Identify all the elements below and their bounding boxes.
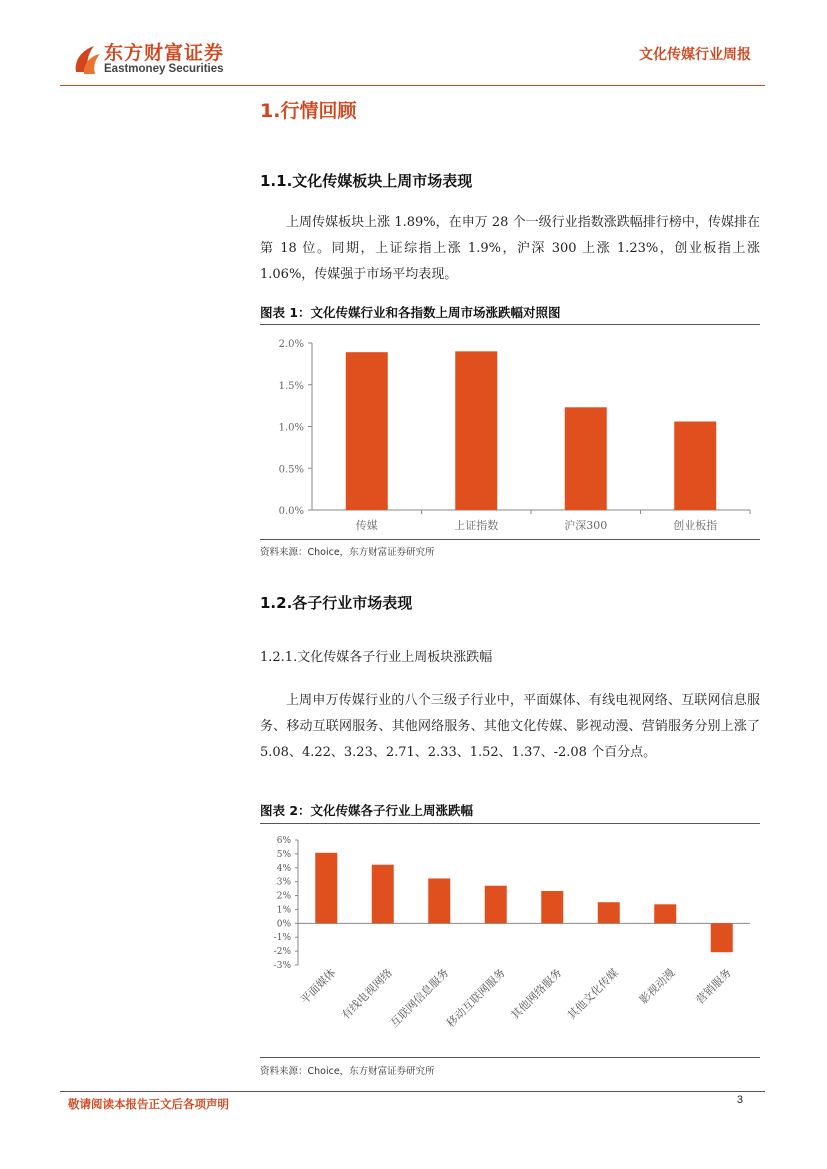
figure-1-top-rule — [260, 324, 760, 325]
bar — [654, 904, 676, 923]
x-tick-label: 上证指数 — [454, 519, 499, 532]
paragraph-sub-industries: 上周申万传媒行业的八个三级子行业中，平面媒体、有线电视网络、互联网信息服务、移动互联网服务、其他网络服务、其他文化传媒、影视动漫、营销服务分别上涨了 5.08、4.22、3.23、2.71、2.33、1.52、1.37、-2.08 个百分点。 — [260, 693, 760, 760]
subsection-title-1-2-1: 1.2.1.文化传媒各子行业上周板块涨跌幅 — [260, 650, 493, 665]
footer-disclaimer-note: 敬请阅读本报告正文后各项声明 — [68, 1097, 229, 1111]
figure-1-bottom-rule — [260, 539, 760, 540]
x-tick-label: 其他文化传媒 — [565, 966, 621, 1023]
subsection-title-1-1: 1.1.文化传媒板块上周市场表现 — [260, 172, 473, 190]
y-tick-label: 3% — [276, 877, 291, 888]
section-title: 1.行情回顾 — [260, 100, 357, 122]
bar — [372, 865, 394, 924]
bar — [428, 878, 450, 923]
x-tick-label: 移动互联网服务 — [444, 966, 508, 1030]
figure-2-bottom-rule — [260, 1057, 760, 1058]
figure-2-source: 资料来源：Choice，东方财富证券研究所 — [260, 1066, 435, 1077]
x-tick-label: 互联网信息服务 — [387, 966, 452, 1030]
y-tick-label: -3% — [273, 961, 291, 971]
y-tick-label: 2% — [276, 891, 291, 902]
logo-text-en: Eastmoney Securities — [104, 63, 224, 75]
paragraph-market-performance: 上周传媒板块上涨 1.89%，在申万 28 个一级行业指数涨跌幅排行榜中，传媒排在第 18 位。同期，上证综指上涨 1.9%，沪深 300 上涨 1.23%，创业板指上涨 1.06%，传媒强于市场平均表现。 — [260, 215, 760, 282]
x-tick-label: 传媒 — [355, 519, 378, 532]
figure-2-title: 图表 2：文化传媒各子行业上周涨跌幅 — [260, 803, 474, 818]
y-tick-label: 6% — [276, 836, 291, 846]
y-tick-label: 4% — [276, 863, 291, 874]
x-tick-label: 营销服务 — [693, 966, 734, 1007]
logo-text-cn: 东方财富证券 — [104, 42, 225, 64]
subsection-title-1-2: 1.2.各子行业市场表现 — [260, 594, 413, 612]
header-divider — [60, 85, 765, 86]
bar — [565, 407, 607, 510]
figure-1-source: 资料来源：Choice，东方财富证券研究所 — [260, 547, 435, 558]
x-tick-label: 影视动漫 — [637, 966, 678, 1007]
x-tick-label: 其他网络服务 — [508, 966, 565, 1023]
bar — [346, 352, 388, 510]
y-tick-label: -2% — [273, 947, 291, 958]
page-number: 3 — [736, 1094, 743, 1106]
bar — [598, 902, 620, 923]
x-tick-label: 沪深300 — [564, 519, 608, 532]
bar — [315, 853, 337, 924]
figure-1-title: 图表 1：文化传媒行业和各指数上周市场涨跌幅对照图 — [260, 305, 561, 320]
x-tick-label: 平面媒体 — [298, 966, 339, 1007]
y-tick-label: 0% — [276, 919, 291, 930]
y-tick-label: 2.0% — [278, 339, 304, 350]
bar — [485, 886, 507, 924]
figure-2-top-rule — [260, 823, 760, 824]
y-tick-label: 5% — [276, 849, 291, 860]
y-tick-label: 0.5% — [278, 464, 304, 476]
y-tick-label: 1% — [276, 905, 291, 916]
bar — [455, 351, 497, 510]
bar — [711, 923, 733, 952]
figure-2-chart — [260, 828, 760, 1056]
x-tick-label: 有线电视网络 — [339, 966, 395, 1023]
figure-1-chart — [260, 330, 760, 540]
y-tick-label: 1.5% — [278, 380, 304, 392]
eastmoney-logo-icon — [70, 38, 104, 82]
footer-divider — [60, 1091, 765, 1092]
report-type-label: 文化传媒行业周报 — [639, 47, 751, 63]
bar — [674, 421, 716, 510]
x-tick-label: 创业板指 — [673, 519, 718, 532]
bar — [541, 891, 563, 923]
y-tick-label: 1.0% — [278, 422, 304, 434]
y-tick-label: -1% — [273, 933, 291, 944]
y-tick-label: 0.0% — [278, 506, 304, 517]
